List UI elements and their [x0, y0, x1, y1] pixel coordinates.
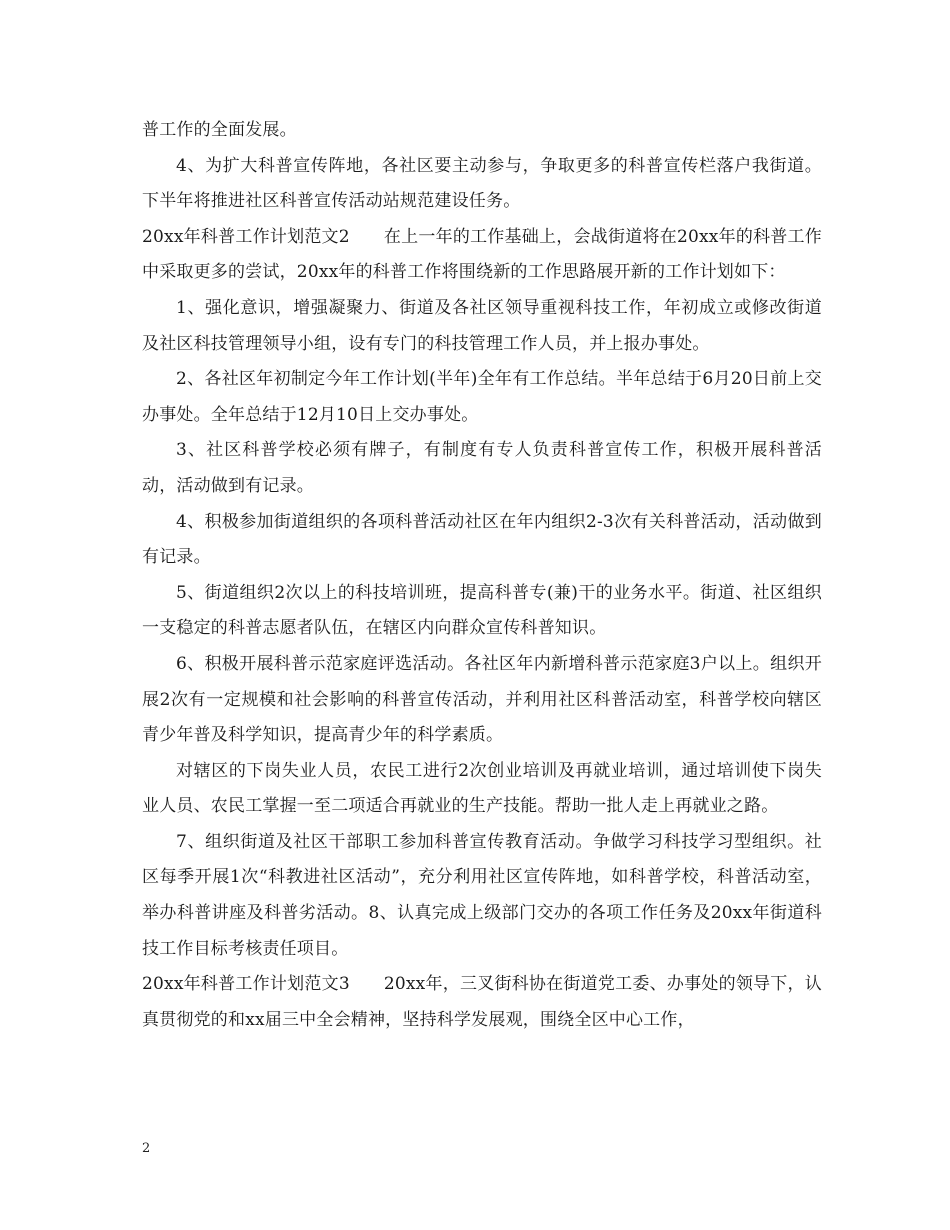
- paragraph-item-4-publicity: 4、为扩大科普宣传阵地，各社区要主动参与，争取更多的科普宣传栏落户我街道。下半年将推进社区科普宣传活动站规范建设任务。: [142, 155, 822, 212]
- paragraph-plan-2-intro: 在上一年的工作基础上，会战街道将在20xx年的科普工作中采取更多的尝试，20xx年的科普工作将围绕新的工作思路展开新的工作计划如下：: [142, 226, 822, 283]
- paragraph-item-2: 2、各社区年初制定今年工作计划(半年)全年有工作总结。半年总结于6月20日前上交办事处。全年总结于12月10日上交办事处。: [142, 369, 822, 425]
- page-number: 2: [142, 1141, 151, 1156]
- paragraph-continuation: 普工作的全面发展。: [142, 120, 297, 140]
- paragraph-plan-3: [142, 967, 822, 1038]
- section-heading-plan-2: 20xx年科普工作计划范文2: [142, 226, 350, 247]
- paragraph-item-3: 3、社区科普学校必须有牌子，有制度有专人负责科普宣传工作，积极开展科普活动，活动做到有记录。: [142, 440, 822, 496]
- paragraph-item-5: 5、街道组织2次以上的科技培训班，提高科普专(兼)干的业务水平。街道、社区组织一支稳定的科普志愿者队伍，在辖区内向群众宣传科普知识。: [142, 582, 822, 639]
- paragraph-plan-3-intro: 20xx年，三叉街科协在街道党工委、办事处的领导下，认真贯彻党的和xx届三中全会精神，坚持科学发展观，围绕全区中心工作，: [142, 974, 822, 1030]
- paragraph-item-6: 6、积极开展科普示范家庭评选活动。各社区年内新增科普示范家庭3户以上。组织开展2次有一定规模和社会影响的科普宣传活动，并利用社区科普活动室，科普学校向辖区青少年普及科学知识，提高青少年的科学素质。: [142, 653, 822, 746]
- paragraph-item-1: 1、强化意识，增强凝聚力、街道及各社区领导重视科技工作，年初成立或修改街道及社区科技管理领导小组，设有专门的科技管理工作人员，并上报办事处。: [142, 297, 822, 354]
- paragraph-item-4: 4、积极参加街道组织的各项科普活动社区在年内组织2-3次有关科普活动，活动做到有记录。: [142, 511, 822, 568]
- paragraph-item-7: 7、组织街道及社区干部职工参加科普宣传教育活动。争做学习科技学习型组织。社区每季开展1次“科教进社区活动”，充分利用社区宣传阵地，如科普学校，科普活动室，举办科普讲座及科普劣活动。8、认真完成上级部门交办的各项工作任务及20xx年街道科技工作目标考核责任项目。: [142, 831, 822, 959]
- document-body: [142, 113, 822, 1038]
- section-heading-plan-3: 20xx年科普工作计划范文3: [142, 974, 350, 995]
- paragraph-plan-2: [142, 220, 822, 291]
- paragraph-reemployment: 对辖区的下岗失业人员，农民工进行2次创业培训及再就业培训，通过培训使下岗失业人员、农民工掌握一至二项适合再就业的生产技能。帮助一批人走上再就业之路。: [142, 760, 822, 817]
